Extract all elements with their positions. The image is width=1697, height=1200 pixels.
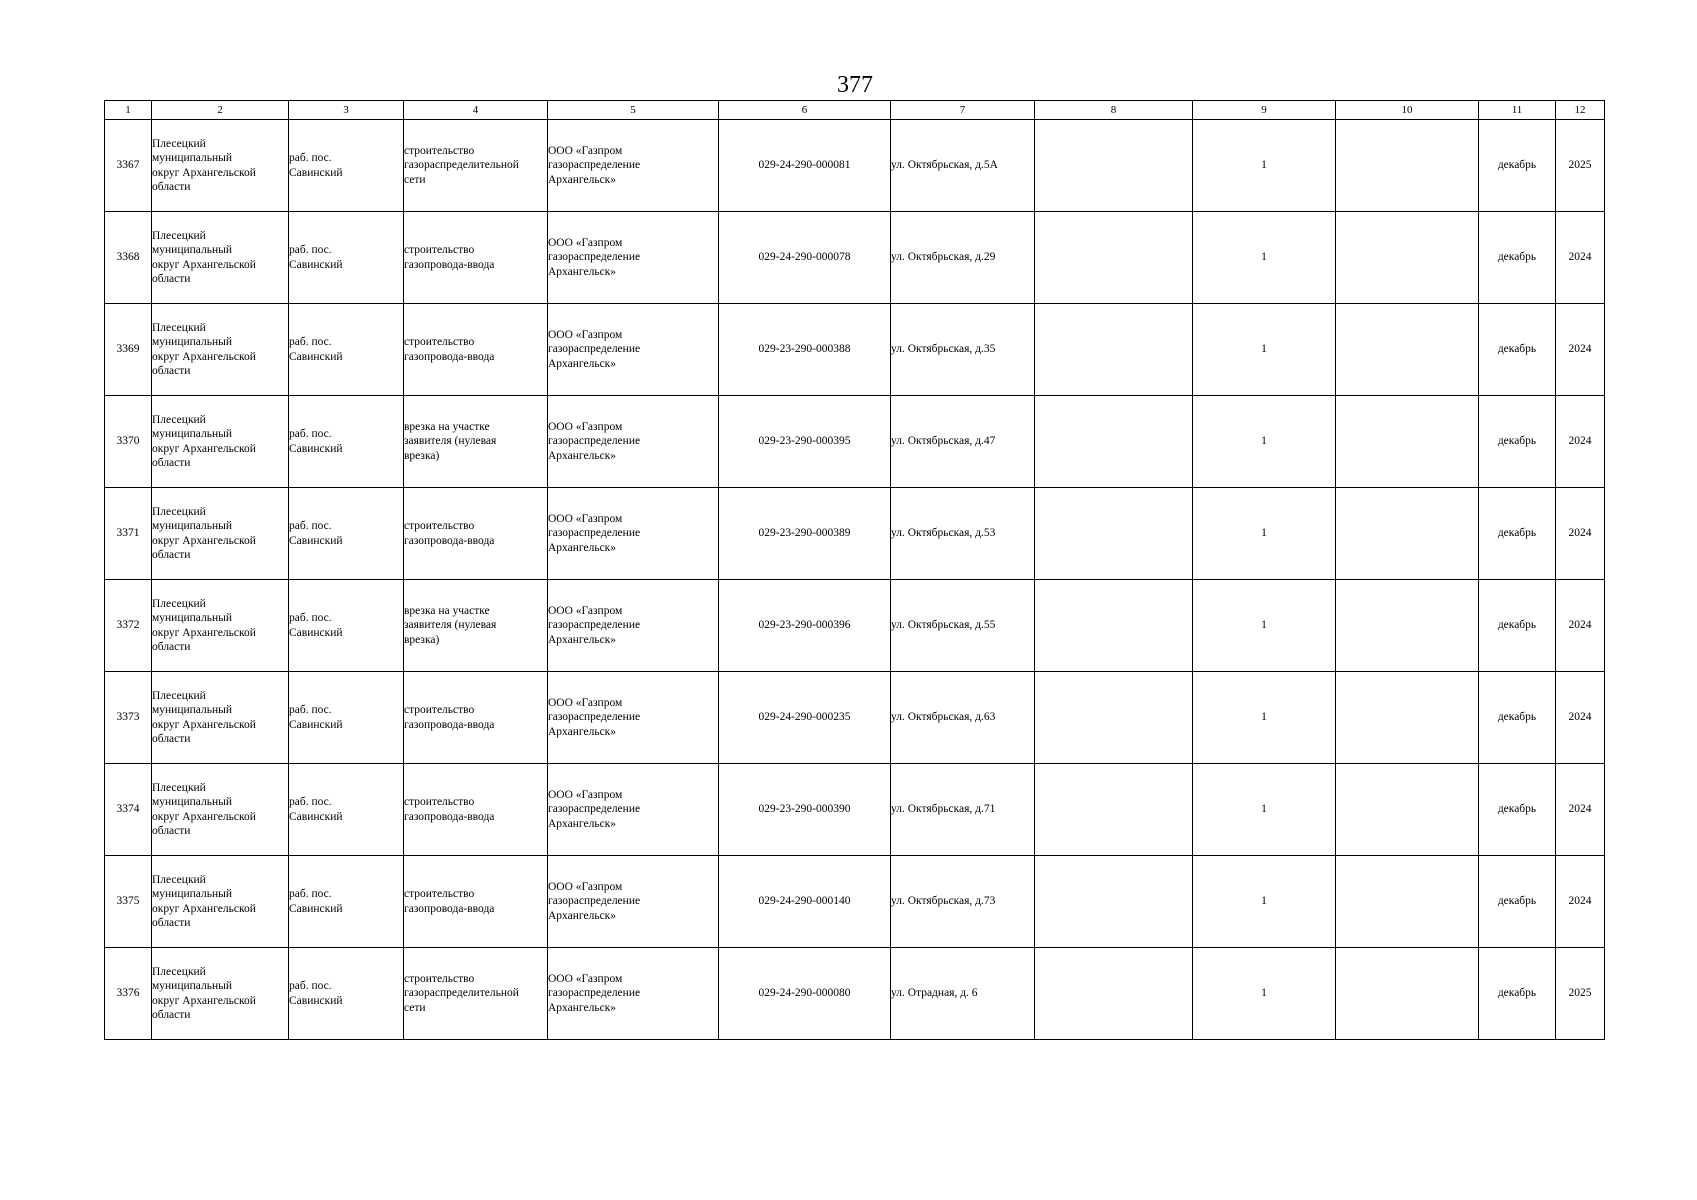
cell-line: Плесецкий <box>152 782 206 795</box>
cell-line: округ Архангельской <box>152 166 256 179</box>
municipality-cell <box>152 580 289 672</box>
cell-line: Архангельск» <box>548 1001 617 1014</box>
column-10-cell <box>1336 120 1479 212</box>
cell-line: округ Архангельской <box>152 534 256 547</box>
column-number: 3 <box>289 101 404 120</box>
column-9-cell: 1 <box>1193 580 1336 672</box>
cell-line: ООО «Газпром <box>548 881 623 894</box>
cell-line: муниципальный <box>152 520 233 533</box>
cell-line: газопровода-ввода <box>404 534 495 547</box>
table-row <box>105 672 1605 764</box>
cell-line: строительство <box>404 796 475 809</box>
cell-line: газораспределительной <box>404 159 519 172</box>
cell-line: округ Архангельской <box>152 810 256 823</box>
cell-line: Архангельск» <box>548 541 617 554</box>
column-10-cell <box>1336 212 1479 304</box>
settlement-cell <box>289 120 404 212</box>
cell-line: области <box>152 272 191 285</box>
year-cell: 2024 <box>1556 856 1605 948</box>
column-10-cell <box>1336 304 1479 396</box>
work-type-cell <box>404 948 548 1040</box>
organization-cell <box>548 948 719 1040</box>
table-row <box>105 764 1605 856</box>
column-9-cell: 1 <box>1193 304 1336 396</box>
column-number: 8 <box>1035 101 1193 120</box>
table-row <box>105 304 1605 396</box>
column-8-cell <box>1035 856 1193 948</box>
column-8-cell <box>1035 120 1193 212</box>
cell-line: строительство <box>404 145 475 158</box>
cell-line: Плесецкий <box>152 322 206 335</box>
cell-line: врезка) <box>404 449 440 462</box>
organization-cell <box>548 580 719 672</box>
cell-line: сети <box>404 1001 426 1014</box>
cell-line: Плесецкий <box>152 414 206 427</box>
cell-line: заявителя (нулевая <box>404 619 497 632</box>
settlement-cell <box>289 948 404 1040</box>
column-10-cell <box>1336 488 1479 580</box>
settlement-cell <box>289 488 404 580</box>
municipality-cell <box>152 948 289 1040</box>
address-cell: ул. Октябрьская, д.63 <box>891 672 1035 764</box>
month-cell: декабрь <box>1479 764 1556 856</box>
column-number: 7 <box>891 101 1035 120</box>
address-cell: ул. Октябрьская, д.55 <box>891 580 1035 672</box>
cell-line: Савинский <box>289 902 343 915</box>
row-number-cell: 3372 <box>105 580 152 672</box>
municipality-cell <box>152 856 289 948</box>
address-cell: ул. Октябрьская, д.29 <box>891 212 1035 304</box>
row-number-cell: 3368 <box>105 212 152 304</box>
column-9-cell: 1 <box>1193 488 1336 580</box>
cell-line: муниципальный <box>152 244 233 257</box>
cell-line: раб. пос. <box>289 612 332 625</box>
column-number-row <box>105 101 1605 120</box>
column-10-cell <box>1336 856 1479 948</box>
work-type-cell <box>404 212 548 304</box>
cell-line: ООО «Газпром <box>548 697 623 710</box>
cell-line: Савинский <box>289 350 343 363</box>
cell-line: раб. пос. <box>289 336 332 349</box>
row-number-cell: 3369 <box>105 304 152 396</box>
cell-line: Плесецкий <box>152 230 206 243</box>
address-cell: ул. Октябрьская, д.71 <box>891 764 1035 856</box>
object-code-cell: 029-24-290-000080 <box>719 948 891 1040</box>
data-table <box>104 100 1605 1040</box>
table-row <box>105 212 1605 304</box>
column-number: 10 <box>1336 101 1479 120</box>
cell-line: округ Архангельской <box>152 994 256 1007</box>
cell-line: ООО «Газпром <box>548 789 623 802</box>
cell-line: раб. пос. <box>289 428 332 441</box>
cell-line: раб. пос. <box>289 704 332 717</box>
cell-line: строительство <box>404 973 475 986</box>
column-10-cell <box>1336 580 1479 672</box>
settlement-cell <box>289 212 404 304</box>
cell-line: Плесецкий <box>152 598 206 611</box>
cell-line: строительство <box>404 336 475 349</box>
municipality-cell <box>152 120 289 212</box>
column-8-cell <box>1035 304 1193 396</box>
year-cell: 2024 <box>1556 212 1605 304</box>
year-cell: 2025 <box>1556 120 1605 212</box>
address-cell: ул. Октябрьская, д.35 <box>891 304 1035 396</box>
object-code-cell: 029-23-290-000388 <box>719 304 891 396</box>
cell-line: врезка на участке <box>404 421 490 434</box>
cell-line: ООО «Газпром <box>548 329 623 342</box>
cell-line: Савинский <box>289 994 343 1007</box>
address-cell: ул. Октябрьская, д.47 <box>891 396 1035 488</box>
cell-line: области <box>152 640 191 653</box>
cell-line: врезка на участке <box>404 605 490 618</box>
month-cell: декабрь <box>1479 396 1556 488</box>
month-cell: декабрь <box>1479 488 1556 580</box>
cell-line: муниципальный <box>152 980 233 993</box>
work-type-cell <box>404 764 548 856</box>
cell-line: области <box>152 732 191 745</box>
municipality-cell <box>152 488 289 580</box>
cell-line: газораспределение <box>548 435 641 448</box>
column-number: 2 <box>152 101 289 120</box>
row-number-cell: 3367 <box>105 120 152 212</box>
work-type-cell <box>404 580 548 672</box>
cell-line: области <box>152 548 191 561</box>
month-cell: декабрь <box>1479 580 1556 672</box>
cell-line: газораспределение <box>548 987 641 1000</box>
cell-line: Савинский <box>289 718 343 731</box>
municipality-cell <box>152 396 289 488</box>
cell-line: Савинский <box>289 810 343 823</box>
year-cell: 2024 <box>1556 304 1605 396</box>
column-8-cell <box>1035 396 1193 488</box>
cell-line: ООО «Газпром <box>548 605 623 618</box>
cell-line: Плесецкий <box>152 874 206 887</box>
cell-line: ООО «Газпром <box>548 421 623 434</box>
table-row <box>105 120 1605 212</box>
work-type-cell <box>404 672 548 764</box>
cell-line: области <box>152 916 191 929</box>
column-number: 12 <box>1556 101 1605 120</box>
column-9-cell: 1 <box>1193 948 1336 1040</box>
month-cell: декабрь <box>1479 304 1556 396</box>
column-number: 9 <box>1193 101 1336 120</box>
cell-line: Савинский <box>289 534 343 547</box>
year-cell: 2025 <box>1556 948 1605 1040</box>
cell-line: Архангельск» <box>548 817 617 830</box>
cell-line: муниципальный <box>152 704 233 717</box>
cell-line: врезка) <box>404 633 440 646</box>
cell-line: области <box>152 180 191 193</box>
column-number: 6 <box>719 101 891 120</box>
work-type-cell <box>404 120 548 212</box>
object-code-cell: 029-24-290-000081 <box>719 120 891 212</box>
cell-line: газораспределение <box>548 711 641 724</box>
cell-line: газораспределение <box>548 527 641 540</box>
month-cell: декабрь <box>1479 120 1556 212</box>
column-10-cell <box>1336 948 1479 1040</box>
object-code-cell: 029-24-290-000078 <box>719 212 891 304</box>
cell-line: Савинский <box>289 166 343 179</box>
cell-line: области <box>152 364 191 377</box>
cell-line: Савинский <box>289 258 343 271</box>
row-number-cell: 3373 <box>105 672 152 764</box>
column-8-cell <box>1035 672 1193 764</box>
municipality-cell <box>152 764 289 856</box>
cell-line: газопровода-ввода <box>404 902 495 915</box>
cell-line: Архангельск» <box>548 725 617 738</box>
column-8-cell <box>1035 948 1193 1040</box>
organization-cell <box>548 856 719 948</box>
cell-line: газопровода-ввода <box>404 810 495 823</box>
year-cell: 2024 <box>1556 672 1605 764</box>
organization-cell <box>548 488 719 580</box>
cell-line: газораспределение <box>548 803 641 816</box>
cell-line: заявителя (нулевая <box>404 435 497 448</box>
table-row <box>105 580 1605 672</box>
column-8-cell <box>1035 212 1193 304</box>
cell-line: муниципальный <box>152 888 233 901</box>
cell-line: газораспределение <box>548 343 641 356</box>
cell-line: области <box>152 1008 191 1021</box>
cell-line: Архангельск» <box>548 633 617 646</box>
cell-line: газопровода-ввода <box>404 350 495 363</box>
object-code-cell: 029-23-290-000396 <box>719 580 891 672</box>
cell-line: ООО «Газпром <box>548 237 623 250</box>
month-cell: декабрь <box>1479 856 1556 948</box>
cell-line: Архангельск» <box>548 265 617 278</box>
column-9-cell: 1 <box>1193 764 1336 856</box>
settlement-cell <box>289 672 404 764</box>
cell-line: ООО «Газпром <box>548 973 623 986</box>
cell-line: Савинский <box>289 442 343 455</box>
cell-line: раб. пос. <box>289 244 332 257</box>
cell-line: раб. пос. <box>289 980 332 993</box>
object-code-cell: 029-24-290-000140 <box>719 856 891 948</box>
cell-line: газораспределительной <box>404 987 519 1000</box>
object-code-cell: 029-24-290-000235 <box>719 672 891 764</box>
cell-line: округ Архангельской <box>152 902 256 915</box>
cell-line: газопровода-ввода <box>404 718 495 731</box>
cell-line: области <box>152 456 191 469</box>
work-type-cell <box>404 488 548 580</box>
column-number: 4 <box>404 101 548 120</box>
table-row <box>105 856 1605 948</box>
address-cell: ул. Октябрьская, д.73 <box>891 856 1035 948</box>
table-row <box>105 396 1605 488</box>
work-type-cell <box>404 856 548 948</box>
object-code-cell: 029-23-290-000390 <box>719 764 891 856</box>
cell-line: газораспределение <box>548 895 641 908</box>
row-number-cell: 3371 <box>105 488 152 580</box>
cell-line: раб. пос. <box>289 520 332 533</box>
organization-cell <box>548 120 719 212</box>
cell-line: Савинский <box>289 626 343 639</box>
cell-line: округ Архангельской <box>152 258 256 271</box>
municipality-cell <box>152 672 289 764</box>
row-number-cell: 3375 <box>105 856 152 948</box>
column-number: 1 <box>105 101 152 120</box>
row-number-cell: 3376 <box>105 948 152 1040</box>
cell-line: газораспределение <box>548 619 641 632</box>
cell-line: Плесецкий <box>152 690 206 703</box>
column-8-cell <box>1035 764 1193 856</box>
month-cell: декабрь <box>1479 212 1556 304</box>
organization-cell <box>548 672 719 764</box>
table-row <box>105 948 1605 1040</box>
column-8-cell <box>1035 580 1193 672</box>
address-cell: ул. Октябрьская, д.5А <box>891 120 1035 212</box>
column-9-cell: 1 <box>1193 120 1336 212</box>
municipality-cell <box>152 304 289 396</box>
column-10-cell <box>1336 764 1479 856</box>
year-cell: 2024 <box>1556 396 1605 488</box>
cell-line: округ Архангельской <box>152 442 256 455</box>
page-number: 377 <box>837 72 873 98</box>
table-body <box>105 101 1605 1040</box>
organization-cell <box>548 764 719 856</box>
object-code-cell: 029-23-290-000395 <box>719 396 891 488</box>
cell-line: строительство <box>404 244 475 257</box>
settlement-cell <box>289 764 404 856</box>
cell-line: Архангельск» <box>548 357 617 370</box>
cell-line: газораспределение <box>548 251 641 264</box>
column-9-cell: 1 <box>1193 856 1336 948</box>
cell-line: округ Архангельской <box>152 626 256 639</box>
cell-line: ООО «Газпром <box>548 513 623 526</box>
cell-line: газораспределение <box>548 159 641 172</box>
cell-line: Плесецкий <box>152 966 206 979</box>
month-cell: декабрь <box>1479 672 1556 764</box>
organization-cell <box>548 396 719 488</box>
year-cell: 2024 <box>1556 580 1605 672</box>
address-cell: ул. Октябрьская, д.53 <box>891 488 1035 580</box>
organization-cell <box>548 304 719 396</box>
settlement-cell <box>289 396 404 488</box>
year-cell: 2024 <box>1556 764 1605 856</box>
settlement-cell <box>289 580 404 672</box>
cell-line: Архангельск» <box>548 173 617 186</box>
year-cell: 2024 <box>1556 488 1605 580</box>
column-10-cell <box>1336 396 1479 488</box>
cell-line: Плесецкий <box>152 506 206 519</box>
cell-line: муниципальный <box>152 612 233 625</box>
organization-cell <box>548 212 719 304</box>
row-number-cell: 3370 <box>105 396 152 488</box>
cell-line: Архангельск» <box>548 909 617 922</box>
cell-line: муниципальный <box>152 796 233 809</box>
object-code-cell: 029-23-290-000389 <box>719 488 891 580</box>
column-number: 5 <box>548 101 719 120</box>
cell-line: муниципальный <box>152 152 233 165</box>
column-9-cell: 1 <box>1193 672 1336 764</box>
cell-line: строительство <box>404 888 475 901</box>
cell-line: раб. пос. <box>289 888 332 901</box>
cell-line: раб. пос. <box>289 152 332 165</box>
cell-line: области <box>152 824 191 837</box>
settlement-cell <box>289 856 404 948</box>
work-type-cell <box>404 396 548 488</box>
cell-line: Плесецкий <box>152 138 206 151</box>
settlement-cell <box>289 304 404 396</box>
cell-line: муниципальный <box>152 336 233 349</box>
cell-line: строительство <box>404 520 475 533</box>
column-8-cell <box>1035 488 1193 580</box>
column-9-cell: 1 <box>1193 212 1336 304</box>
cell-line: муниципальный <box>152 428 233 441</box>
cell-line: округ Архангельской <box>152 350 256 363</box>
cell-line: раб. пос. <box>289 796 332 809</box>
month-cell: декабрь <box>1479 948 1556 1040</box>
cell-line: Архангельск» <box>548 449 617 462</box>
cell-line: сети <box>404 173 426 186</box>
cell-line: газопровода-ввода <box>404 258 495 271</box>
municipality-cell <box>152 212 289 304</box>
cell-line: строительство <box>404 704 475 717</box>
column-number: 11 <box>1479 101 1556 120</box>
row-number-cell: 3374 <box>105 764 152 856</box>
table-row <box>105 488 1605 580</box>
cell-line: ООО «Газпром <box>548 145 623 158</box>
column-9-cell: 1 <box>1193 396 1336 488</box>
cell-line: округ Архангельской <box>152 718 256 731</box>
work-type-cell <box>404 304 548 396</box>
column-10-cell <box>1336 672 1479 764</box>
address-cell: ул. Отрадная, д. 6 <box>891 948 1035 1040</box>
